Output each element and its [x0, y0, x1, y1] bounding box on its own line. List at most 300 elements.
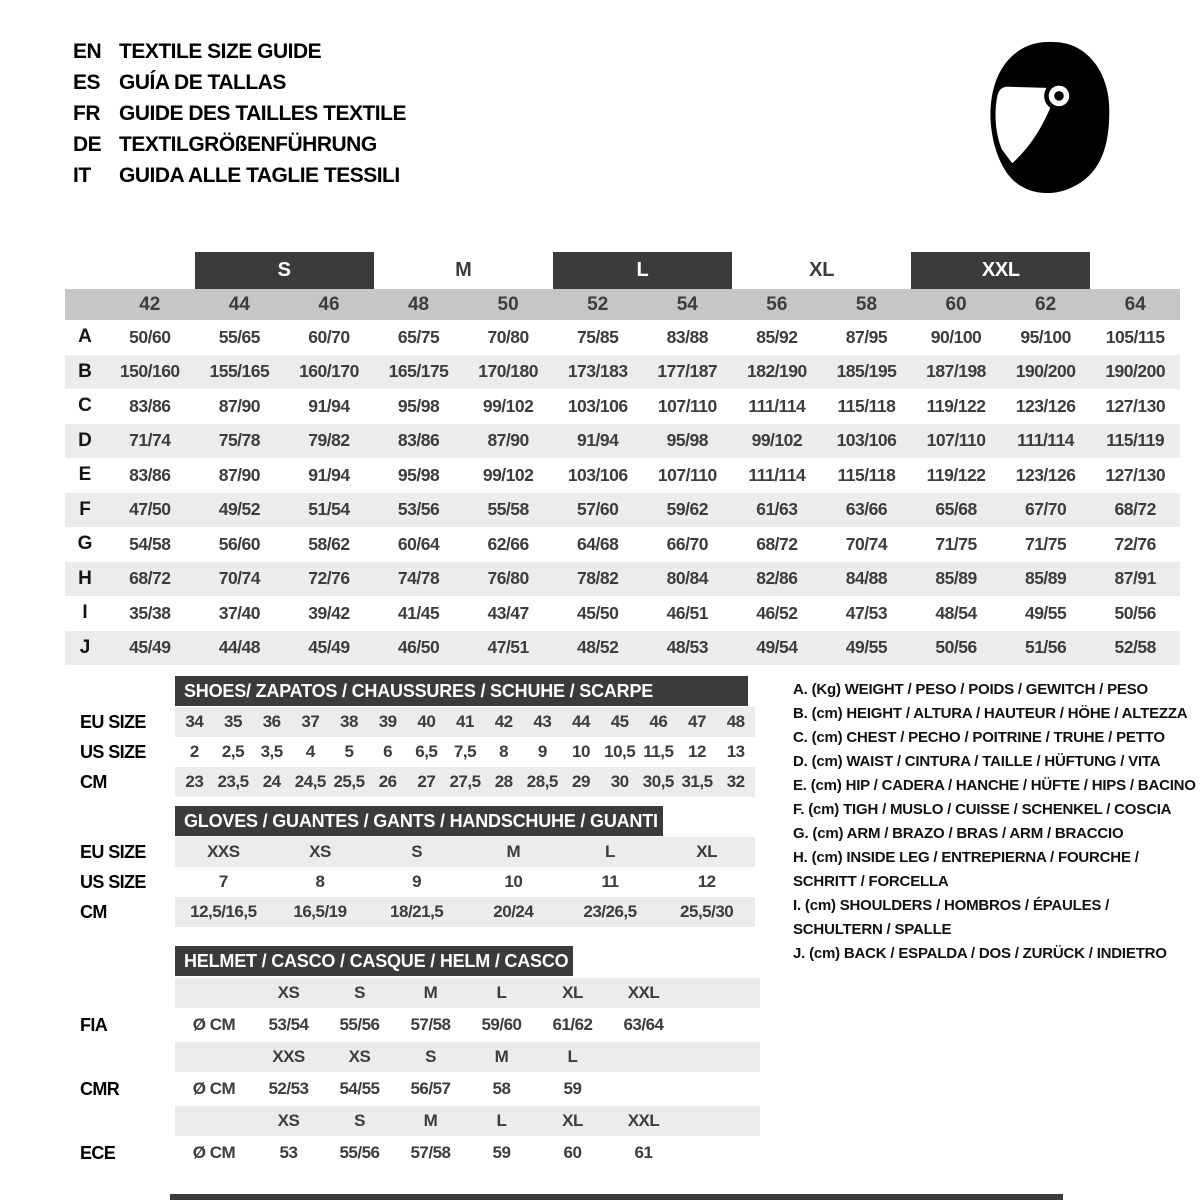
value-cell: 55/56 [339, 1015, 380, 1034]
size-cell: 49/54 [756, 637, 798, 658]
unit-cell [175, 1042, 253, 1072]
helmet-size-label: M [423, 983, 438, 1002]
helmet-size-label: S [354, 983, 365, 1002]
size-cell: 87/91 [1114, 568, 1156, 589]
legend-entry: D. (cm) WAIST / CINTURA / TAILLE / HÜFTUNG / VITA [793, 753, 1161, 770]
value-cell: 63/64 [623, 1015, 664, 1034]
section-row [80, 767, 755, 797]
value-cell: 32 [726, 772, 745, 791]
size-cell: 91/94 [308, 464, 350, 485]
size-cell: 46/50 [397, 637, 440, 658]
value-cell: 10,5 [604, 742, 636, 761]
value-cell: M [506, 842, 521, 861]
size-cell: 82/86 [756, 568, 798, 589]
size-cell: 49/55 [845, 637, 888, 658]
row-header [80, 1042, 175, 1072]
value-cell: 12 [697, 872, 716, 891]
size-cell: 48/52 [577, 637, 619, 658]
value-cell: 60 [563, 1143, 582, 1162]
size-cell: 41/45 [397, 602, 440, 623]
size-cell: 68/72 [129, 568, 171, 589]
value-cell: 25,5 [333, 772, 365, 791]
size-cell: 63/66 [845, 499, 888, 520]
value-cell: 34 [185, 712, 204, 731]
value-band [175, 737, 755, 767]
legend-entry: F. (cm) TIGH / MUSLO / CUISSE / SCHENKEL / COSCIA [793, 801, 1172, 818]
size-column-header: 48 [407, 293, 430, 315]
value-cell: 59/60 [481, 1015, 522, 1034]
size-cell: 49/55 [1024, 602, 1067, 623]
row-letter: I [82, 602, 88, 624]
size-cell: 61/63 [756, 499, 798, 520]
size-cell: 95/98 [397, 464, 440, 485]
size-cell: 87/95 [845, 326, 888, 347]
helmet-size-label: XXL [627, 1111, 660, 1130]
size-group-label: M [455, 259, 472, 281]
value-cell: 2 [189, 742, 199, 761]
language-title: TEXTILGRÖßENFÜHRUNG [119, 132, 377, 156]
standard-label: FIA [80, 1014, 108, 1035]
helmet-size-label: S [354, 1111, 365, 1130]
helmet-value-band [175, 1138, 760, 1168]
size-group-label: XL [809, 259, 835, 281]
size-column-header: 50 [497, 293, 519, 315]
size-column-header: 64 [1124, 293, 1146, 315]
size-group-label: L [553, 252, 732, 289]
table-row [65, 424, 1180, 459]
size-cell: 72/76 [308, 568, 350, 589]
value-cell: 43 [533, 712, 552, 731]
row-letter: B [78, 360, 92, 382]
value-cell: 8 [499, 742, 509, 761]
size-cell: 62/66 [487, 533, 529, 554]
size-cell: 60/70 [308, 326, 350, 347]
size-cell: 49/52 [218, 499, 261, 520]
value-cell [608, 1074, 679, 1104]
size-cell: 47/51 [487, 637, 529, 658]
legend-entry: H. (cm) INSIDE LEG / ENTREPIERNA / FOURCHE / SCHRITT / FORCELLA [793, 849, 1139, 890]
size-cell: 35/38 [129, 602, 171, 623]
size-cell: 83/86 [129, 464, 171, 485]
size-cell: 52/58 [1114, 637, 1156, 658]
row-header [80, 978, 175, 1008]
row-header: CM [80, 771, 107, 792]
helmet-size-label: XS [277, 1111, 300, 1130]
value-band [175, 837, 755, 867]
table-row [65, 493, 1180, 528]
section-row [80, 837, 755, 867]
value-cell: 47 [688, 712, 706, 731]
size-cell: 103/106 [836, 430, 897, 451]
size-cell: 45/49 [129, 637, 171, 658]
section-row [80, 737, 755, 767]
shoes-section-title: SHOES/ ZAPATOS / CHAUSSURES / SCHUHE / SCARPE [175, 676, 748, 706]
size-cell: 87/90 [218, 464, 261, 485]
value-cell: 58 [492, 1079, 511, 1098]
value-cell: 12 [688, 742, 706, 761]
size-cell: 37/40 [218, 602, 261, 623]
value-band [175, 867, 755, 897]
value-cell: 23,5 [217, 772, 249, 791]
size-cell: 68/72 [1114, 499, 1156, 520]
row-header: CM [80, 901, 107, 922]
size-cell: 55/58 [487, 499, 529, 520]
language-code: DE [73, 132, 102, 156]
legend-entry: J. (cm) BACK / ESPALDA / DOS / ZURÜCK / INDIETRO [793, 945, 1167, 962]
size-cell: 51/56 [1024, 637, 1067, 658]
value-cell: 53/54 [268, 1015, 309, 1034]
size-cell: 71/75 [1024, 533, 1067, 554]
size-cell: 160/170 [299, 361, 359, 382]
size-cell: 115/119 [1106, 430, 1165, 451]
size-cell: 99/102 [482, 395, 534, 416]
value-cell: 41 [456, 712, 474, 731]
size-cell: 127/130 [1105, 395, 1166, 416]
value-cell: XS [309, 842, 331, 861]
table-row [65, 320, 1180, 355]
language-code: IT [73, 163, 91, 187]
value-cell: 9 [412, 872, 422, 891]
size-cell: 107/110 [657, 464, 717, 485]
helmet-size-label: XL [562, 983, 583, 1002]
value-cell: 44 [572, 712, 590, 731]
row-letter: J [79, 636, 91, 658]
standard-label: ECE [80, 1142, 116, 1163]
value-cell: 53 [279, 1143, 298, 1162]
section-row [80, 867, 755, 897]
size-cell: 187/198 [926, 361, 986, 382]
language-row [73, 129, 406, 160]
size-cell: 111/114 [748, 395, 806, 416]
helmet-size-label: L [567, 1047, 578, 1066]
language-title: GUIDA ALLE TAGLIE TESSILI [119, 163, 400, 187]
row-header [80, 1106, 175, 1136]
section-row [80, 897, 755, 927]
legend-entry: C. (cm) CHEST / PECHO / POITRINE / TRUHE / PETTO [793, 729, 1165, 746]
standard-label: CMR [80, 1078, 120, 1099]
language-row [73, 160, 406, 191]
size-cell: 107/110 [926, 430, 986, 451]
size-cell: 79/82 [308, 430, 350, 451]
measurement-legend [793, 678, 1197, 966]
value-cell: 7 [218, 872, 228, 891]
value-cell: 8 [315, 872, 325, 891]
value-cell: 7,5 [453, 742, 477, 761]
size-column-header: 56 [766, 293, 788, 315]
value-cell: 39 [378, 712, 397, 731]
size-cell: 85/89 [1024, 568, 1067, 589]
helmet-size-label: L [496, 983, 507, 1002]
size-cell: 150/160 [119, 361, 180, 382]
value-cell: 9 [537, 742, 547, 761]
value-cell: 48 [726, 712, 745, 731]
size-cell: 91/94 [308, 395, 350, 416]
size-column-header: 54 [676, 293, 698, 315]
value-cell: 3,5 [260, 742, 283, 761]
size-cell: 46/51 [666, 602, 708, 623]
size-cell: 68/72 [756, 533, 798, 554]
size-cell: 83/86 [129, 395, 171, 416]
size-column-header: 46 [318, 293, 340, 315]
value-cell: 35 [224, 712, 242, 731]
size-cell: 95/100 [1020, 326, 1071, 347]
size-cell: 44/48 [218, 637, 261, 658]
language-title: GUIDE DES TAILLES TEXTILE [119, 101, 406, 125]
size-cell: 50/56 [1114, 602, 1156, 623]
size-cell: 47/53 [845, 602, 888, 623]
value-cell: 59 [563, 1079, 582, 1098]
table-row [65, 458, 1180, 493]
size-cell: 53/56 [397, 499, 440, 520]
value-cell: 40 [417, 712, 436, 731]
helmet-size-label: M [494, 1047, 509, 1066]
value-cell: 10 [572, 742, 590, 761]
size-group-label: S [195, 252, 374, 289]
size-cell: 45/50 [577, 602, 619, 623]
value-cell: 20/24 [493, 902, 534, 921]
value-cell: 25,5/30 [680, 902, 734, 921]
value-cell: 52/53 [268, 1079, 309, 1098]
row-letter: D [78, 429, 92, 451]
size-cell: 67/70 [1024, 499, 1067, 520]
value-cell: 57/58 [410, 1015, 451, 1034]
size-cell: 190/200 [1015, 361, 1076, 382]
value-cell: 24,5 [294, 772, 326, 791]
size-number-header-row [65, 289, 1180, 320]
size-cell: 80/84 [666, 568, 708, 589]
size-cell: 123/126 [1015, 395, 1076, 416]
size-cell: 47/50 [129, 499, 171, 520]
language-code: ES [73, 70, 101, 94]
row-header: EU SIZE [80, 711, 146, 732]
unit-cell: Ø CM [192, 1143, 236, 1162]
helmet-size-label: XL [562, 1111, 583, 1130]
value-cell: 28,5 [526, 772, 558, 791]
value-cell: 30 [610, 772, 629, 791]
size-cell: 48/54 [935, 602, 977, 623]
value-cell: 24 [262, 772, 281, 791]
value-cell: S [411, 842, 423, 861]
row-letter: F [79, 498, 91, 520]
size-cell: 103/106 [567, 395, 628, 416]
size-cell: 70/74 [218, 568, 261, 589]
helmet-size-label: M [423, 1111, 438, 1130]
row-letter: C [78, 395, 92, 417]
value-cell: L [605, 842, 615, 861]
value-cell: 29 [572, 772, 590, 791]
size-cell: 50/56 [935, 637, 977, 658]
row-header: EU SIZE [80, 841, 146, 862]
size-cell: 99/102 [751, 430, 803, 451]
value-cell: 4 [305, 742, 315, 761]
language-title: TEXTILE SIZE GUIDE [119, 39, 322, 63]
helmet-size-band [175, 1106, 760, 1136]
value-cell: 57/58 [410, 1143, 451, 1162]
size-cell: 111/114 [748, 464, 806, 485]
value-cell: 38 [340, 712, 358, 731]
size-cell: 99/102 [482, 464, 534, 485]
helmet-size-row [80, 1042, 760, 1072]
value-cell: 56/57 [410, 1079, 451, 1098]
value-cell: 6 [383, 742, 393, 761]
size-cell: 115/118 [837, 395, 896, 416]
size-cell: 70/74 [845, 533, 888, 554]
value-cell: 23 [185, 772, 204, 791]
size-cell: 123/126 [1015, 464, 1076, 485]
value-cell: 42 [494, 712, 513, 731]
table-row [65, 631, 1180, 666]
value-cell: 2,5 [221, 742, 245, 761]
value-cell: 55/56 [339, 1143, 380, 1162]
size-cell: 74/78 [397, 568, 440, 589]
gloves-section-title: GLOVES / GUANTES / GANTS / HANDSCHUHE / GUANTI [175, 806, 663, 836]
row-header: US SIZE [80, 741, 146, 762]
size-cell: 55/65 [218, 326, 261, 347]
size-cell: 119/122 [926, 464, 986, 485]
size-cell: 170/180 [478, 361, 538, 382]
language-title-list [73, 36, 406, 191]
helmet-size-label [608, 1042, 679, 1072]
language-row [73, 98, 406, 129]
language-title: GUÍA DE TALLAS [119, 70, 286, 94]
helmet-size-band [175, 1042, 760, 1072]
row-letter: A [78, 326, 92, 348]
size-cell: 127/130 [1105, 464, 1166, 485]
size-cell: 71/74 [129, 430, 171, 451]
size-cell: 48/53 [666, 637, 708, 658]
size-cell: 70/80 [487, 326, 529, 347]
helmet-size-label: L [496, 1111, 507, 1130]
size-cell: 57/60 [577, 499, 619, 520]
helmet-size-band [175, 978, 760, 1008]
size-column-header: 52 [587, 293, 609, 315]
size-cell: 75/78 [218, 430, 261, 451]
helmet-size-label: XXL [627, 983, 660, 1002]
size-cell: 111/114 [1017, 430, 1075, 451]
value-band [175, 897, 755, 927]
helmet-value-row [80, 1074, 760, 1104]
value-band [175, 707, 755, 737]
size-cell: 60/64 [397, 533, 440, 554]
textile-size-table [65, 252, 1180, 665]
value-cell: 23/26,5 [583, 902, 637, 921]
helmet-size-label: XS [348, 1047, 371, 1066]
size-cell: 78/82 [577, 568, 619, 589]
size-cell: 90/100 [930, 326, 982, 347]
size-cell: 83/88 [666, 326, 708, 347]
value-cell: XXS [207, 842, 240, 861]
size-cell: 173/183 [567, 361, 628, 382]
size-group-header-row [65, 252, 1180, 289]
size-cell: 115/118 [837, 464, 896, 485]
size-cell: 105/115 [1105, 326, 1165, 347]
size-cell: 177/187 [657, 361, 718, 382]
helmet-value-band [175, 1074, 760, 1104]
legend-entry: I. (cm) SHOULDERS / HOMBROS / ÉPAULES / SCHULTERN / SPALLE [793, 897, 1110, 938]
size-cell: 65/75 [397, 326, 440, 347]
size-cell: 59/62 [666, 499, 708, 520]
cutoff-section-bar [170, 1194, 1063, 1200]
language-row [73, 67, 406, 98]
size-cell: 91/94 [577, 430, 619, 451]
value-cell: 6,5 [415, 742, 438, 761]
size-column-header: 60 [945, 293, 967, 315]
row-letter: H [78, 567, 92, 589]
section-row [80, 707, 755, 737]
measurement-rows [65, 320, 1180, 665]
size-column-header: 44 [228, 293, 250, 315]
unit-cell: Ø CM [192, 1079, 236, 1098]
value-cell: 27 [417, 772, 436, 791]
size-cell: 107/110 [657, 395, 717, 416]
size-cell: 66/70 [666, 533, 708, 554]
row-header: US SIZE [80, 871, 146, 892]
value-cell: 61 [634, 1143, 653, 1162]
legend-entry: E. (cm) HIP / CADERA / HANCHE / HÜFTE / HIPS / BACINO [793, 777, 1196, 794]
unit-cell [175, 1106, 253, 1136]
value-cell: 28 [494, 772, 513, 791]
value-cell: XL [696, 842, 718, 861]
value-cell: 26 [378, 772, 397, 791]
helmet-size-label: XXS [272, 1047, 305, 1066]
corner-cell [65, 289, 105, 320]
language-code: EN [73, 39, 102, 63]
row-letter: E [78, 464, 92, 486]
table-row [65, 355, 1180, 390]
size-cell: 51/54 [308, 499, 350, 520]
size-cell: 54/58 [129, 533, 171, 554]
table-row [65, 527, 1180, 562]
value-cell: 18/21,5 [390, 902, 444, 921]
value-band [175, 767, 755, 797]
language-code: FR [73, 101, 100, 125]
value-cell: 30,5 [642, 772, 674, 791]
size-cell: 76/80 [487, 568, 529, 589]
value-cell: 13 [726, 742, 745, 761]
size-cell: 185/195 [836, 361, 897, 382]
size-cell: 46/52 [756, 602, 798, 623]
size-cell: 87/90 [487, 430, 529, 451]
size-cell: 75/85 [577, 326, 619, 347]
size-cell: 39/42 [308, 602, 350, 623]
size-cell: 64/68 [577, 533, 619, 554]
helmet-size-row [80, 978, 760, 1008]
size-cell: 190/200 [1105, 361, 1166, 382]
helmet-value-row [80, 1138, 760, 1168]
size-cell: 84/88 [845, 568, 888, 589]
value-cell: 37 [301, 712, 320, 731]
value-cell: 10 [504, 872, 523, 891]
size-cell: 85/89 [935, 568, 977, 589]
size-cell: 71/75 [935, 533, 977, 554]
value-cell: 16,5/19 [293, 902, 347, 921]
size-cell: 83/86 [397, 430, 440, 451]
table-row [65, 562, 1180, 597]
size-group-label: XXL [911, 252, 1090, 289]
unit-cell: Ø CM [192, 1015, 236, 1034]
size-column-header: 62 [1035, 293, 1057, 315]
size-cell: 58/62 [308, 533, 350, 554]
helmet-section-title: HELMET / CASCO / CASQUE / HELM / CASCO [175, 946, 573, 976]
value-cell: 45 [610, 712, 629, 731]
size-cell: 95/98 [666, 430, 708, 451]
table-row [65, 389, 1180, 424]
legend-entry: A. (Kg) WEIGHT / PESO / POIDS / GEWITCH / PESO [793, 681, 1148, 698]
size-cell: 87/90 [218, 395, 261, 416]
size-cell: 103/106 [567, 464, 628, 485]
value-cell: 59 [492, 1143, 511, 1162]
size-cell: 72/76 [1114, 533, 1156, 554]
